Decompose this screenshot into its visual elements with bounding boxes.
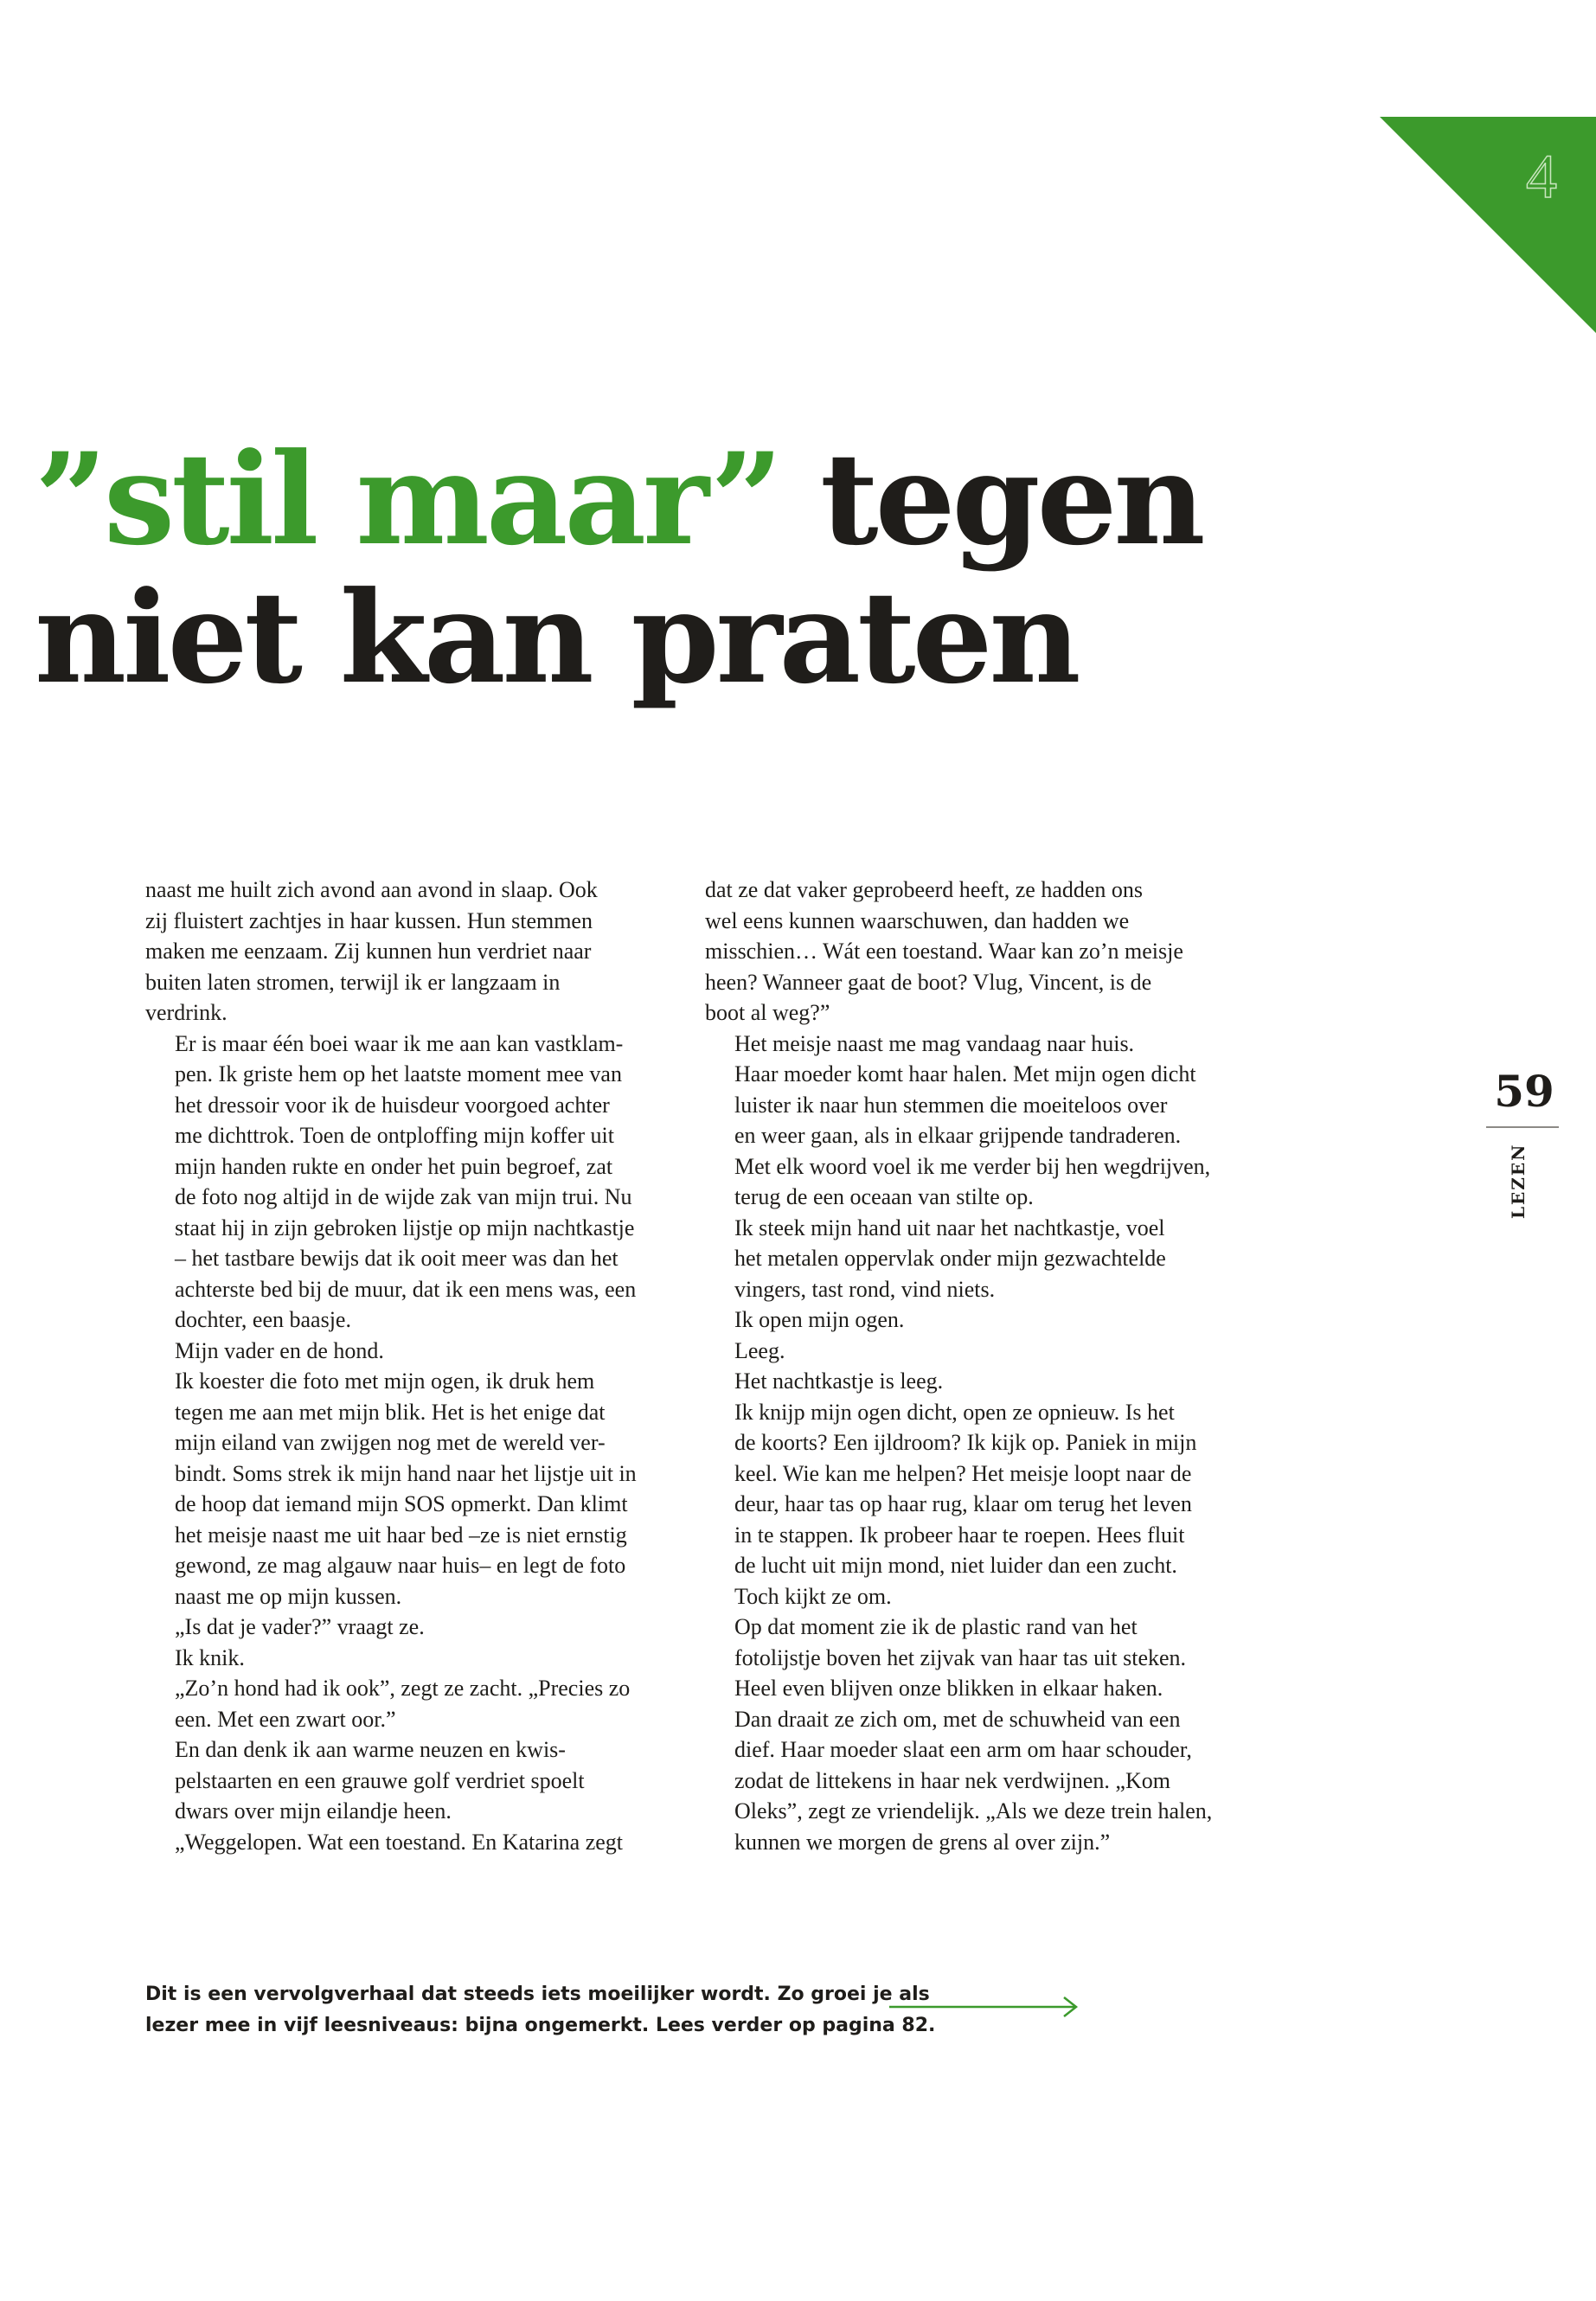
text-line: boot al weg?” xyxy=(705,1000,830,1025)
paragraph xyxy=(145,1366,664,1612)
text-line: dwars over mijn eilandje heen. xyxy=(175,1798,452,1823)
article-title xyxy=(35,426,1202,712)
text-line: misschien… Wát een toestand. Waar kan zo’n meisje xyxy=(705,939,1183,964)
text-line: dief. Haar moeder slaat een arm om haar schouder, xyxy=(734,1737,1192,1762)
paragraph xyxy=(705,1029,1233,1213)
paragraph xyxy=(145,875,664,1029)
text-line: vingers, tast rond, vind niets. xyxy=(734,1276,996,1302)
title-line2: niet kan praten xyxy=(35,564,1078,712)
text-line: zij fluistert zachtjes in haar kussen. Hun stemmen xyxy=(145,907,593,933)
text-line: zodat de littekens in haar nek verdwijnen. „Kom xyxy=(734,1767,1170,1793)
paragraph xyxy=(145,1612,664,1643)
text-line: de hoop dat iemand mijn SOS opmerkt. Dan klimt xyxy=(175,1491,628,1516)
text-line: keel. Wie kan me helpen? Het meisje loopt naar de xyxy=(734,1460,1192,1486)
paragraph xyxy=(145,1673,664,1734)
text-line: Ik knik. xyxy=(175,1644,245,1670)
paragraph xyxy=(145,1734,664,1827)
text-line: naast me huilt zich avond aan avond in slaap. Ook xyxy=(145,877,598,902)
text-line: de lucht uit mijn mond, niet luider dan een zucht. xyxy=(734,1553,1177,1578)
text-line: mijn eiland van zwijgen nog met de wereld ver- xyxy=(175,1430,606,1455)
text-line: het metalen oppervlak onder mijn gezwachtelde xyxy=(734,1246,1166,1271)
text-line: – het tastbare bewijs dat ik ooit meer was dan het xyxy=(175,1246,619,1271)
footnote-line: lezer mee in vijf leesniveaus: bijna ongemerkt. Lees verder op pagina 82. xyxy=(145,2015,936,2036)
text-line: Leeg. xyxy=(734,1337,785,1363)
text-line: wel eens kunnen waarschuwen, dan hadden we xyxy=(705,907,1130,933)
text-line: Haar moeder komt haar halen. Met mijn ogen dicht xyxy=(734,1061,1196,1086)
text-line: pen. Ik griste hem op het laatste moment mee van xyxy=(175,1061,622,1086)
text-line: de foto nog altijd in de wijde zak van mijn trui. Nu xyxy=(175,1184,632,1209)
text-line: maken me eenzaam. Zij kunnen hun verdriet naar xyxy=(145,939,592,964)
text-line: dat ze dat vaker geprobeerd heeft, ze hadden ons xyxy=(705,877,1144,902)
title-line1-rest: tegen xyxy=(779,426,1202,574)
paragraph xyxy=(145,1827,664,1858)
title-accent: ”stil maar” xyxy=(35,426,780,574)
text-line: terug de een oceaan van stilte op. xyxy=(734,1184,1034,1209)
paragraph xyxy=(145,1643,664,1674)
text-line: achterste bed bij de muur, dat ik een mens was, een xyxy=(175,1276,637,1302)
text-line: Heel even blijven onze blikken in elkaar haken. xyxy=(734,1676,1163,1701)
text-line: Dan draait ze zich om, met de schuwheid van een xyxy=(734,1706,1181,1732)
text-line: de koorts? Een ijldroom? Ik kijk op. Paniek in mijn xyxy=(734,1430,1197,1455)
text-line: Ik open mijn ogen. xyxy=(734,1307,905,1332)
text-line: mijn handen rukte en onder het puin begroef, zat xyxy=(175,1153,613,1179)
paragraph xyxy=(145,1336,664,1367)
text-line: Er is maar één boei waar ik me aan kan vastklam- xyxy=(175,1030,624,1056)
text-line: het dressoir voor ik de huisdeur voorgoed achter xyxy=(175,1092,610,1118)
text-line: „Weggelopen. Wat een toestand. En Katarina zegt xyxy=(175,1829,624,1855)
paragraph xyxy=(705,1673,1233,1857)
text-column-2 xyxy=(705,875,1233,1857)
page-number-divider xyxy=(1486,1126,1559,1128)
paragraph xyxy=(145,1029,664,1336)
text-line: me dichttrok. Toen de ontploffing mijn koffer uit xyxy=(175,1123,614,1148)
text-line: Ik steek mijn hand uit naar het nachtkastje, voel xyxy=(734,1215,1165,1240)
text-line: Ik knijp mijn ogen dicht, open ze opnieuw. Is het xyxy=(734,1399,1175,1425)
text-line: tegen me aan met mijn blik. Het is het enige dat xyxy=(175,1399,606,1425)
paragraph xyxy=(705,1304,1233,1336)
footnote xyxy=(145,1979,936,2041)
text-line: deur, haar tas op haar rug, klaar om terug het leven xyxy=(734,1491,1192,1516)
paragraph xyxy=(705,1612,1233,1673)
paragraph xyxy=(705,1336,1233,1367)
text-line: luister ik naar hun stemmen die moeiteloos over xyxy=(734,1092,1168,1118)
text-line: Met elk woord voel ik me verder bij hen wegdrijven, xyxy=(734,1153,1211,1179)
text-line: „Zo’n hond had ik ook”, zegt ze zacht. „Precies zo xyxy=(175,1676,631,1701)
paragraph xyxy=(705,1213,1233,1305)
text-line: „Is dat je vader?” vraagt ze. xyxy=(175,1614,425,1639)
text-line: pelstaarten en een grauwe golf verdriet spoelt xyxy=(175,1767,585,1793)
text-line: Op dat moment zie ik de plastic rand van het xyxy=(734,1614,1138,1639)
text-line: staat hij in zijn gebroken lijstje op mijn nachtkastje xyxy=(175,1215,635,1240)
text-line: Het meisje naast me mag vandaag naar huis. xyxy=(734,1030,1135,1056)
text-line: En dan denk ik aan warme neuzen en kwis- xyxy=(175,1737,566,1762)
text-line: Het nachtkastje is leeg. xyxy=(734,1368,944,1394)
page-number: 59 xyxy=(1494,1066,1554,1117)
text-line: Ik koester die foto met mijn ogen, ik druk hem xyxy=(175,1368,595,1394)
section-label: LEZEN xyxy=(1508,1143,1529,1219)
text-line: Toch kijkt ze om. xyxy=(734,1583,892,1609)
text-line: gewond, ze mag algauw naar huis– en legt de foto xyxy=(175,1553,626,1578)
text-line: een. Met een zwart oor.” xyxy=(175,1706,396,1732)
text-line: kunnen we morgen de grens al over zijn.” xyxy=(734,1829,1111,1855)
text-line: het meisje naast me uit haar bed –ze is niet ernstig xyxy=(175,1522,627,1548)
text-line: in te stappen. Ik probeer haar te roepen. Hees fluit xyxy=(734,1522,1185,1548)
text-line: Mijn vader en de hond. xyxy=(175,1337,384,1363)
paragraph xyxy=(705,875,1233,1029)
paragraph xyxy=(705,1366,1233,1397)
text-line: fotolijstje boven het zijvak van haar tas uit steken. xyxy=(734,1644,1187,1670)
text-line: Oleks”, zegt ze vriendelijk. „Als we deze trein halen, xyxy=(734,1798,1213,1823)
text-line: verdrink. xyxy=(145,1000,228,1025)
paragraph xyxy=(705,1397,1233,1612)
text-line: en weer gaan, als in elkaar grijpende tandraderen. xyxy=(734,1123,1182,1148)
footnote-line: Dit is een vervolgverhaal dat steeds iets moeilijker wordt. Zo groei je als xyxy=(145,1984,930,2005)
text-line: buiten laten stromen, terwijl ik er langzaam in xyxy=(145,969,561,995)
chapter-number: 4 xyxy=(1526,142,1557,211)
text-line: bindt. Soms strek ik mijn hand naar het lijstje uit in xyxy=(175,1460,637,1486)
arrow-right-icon xyxy=(889,1994,1080,2024)
text-line: heen? Wanneer gaat de boot? Vlug, Vincent, is de xyxy=(705,969,1152,995)
text-column-1 xyxy=(145,875,664,1857)
text-line: dochter, een baasje. xyxy=(175,1307,351,1332)
text-line: naast me op mijn kussen. xyxy=(175,1583,402,1609)
